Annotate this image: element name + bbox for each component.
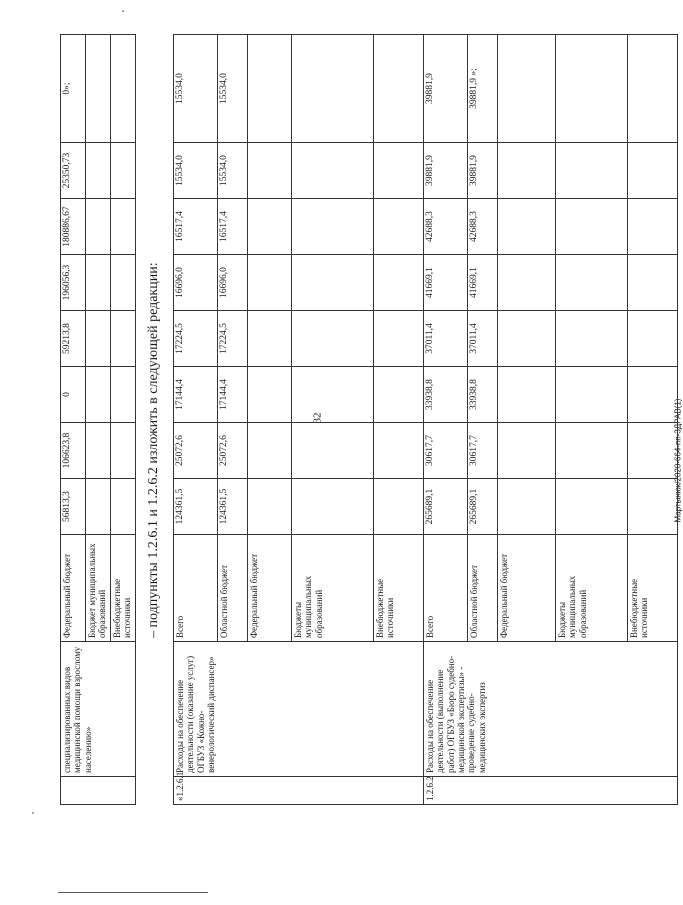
value-cell <box>248 311 292 367</box>
source-cell: Федеральный бюджет <box>498 535 556 642</box>
value-cell <box>86 143 111 199</box>
continuation-table <box>60 35 136 805</box>
value-cell <box>111 479 136 535</box>
value-cell: 180886,67 <box>61 199 86 255</box>
value-cell <box>111 311 136 367</box>
value-cell <box>628 423 678 479</box>
value-cell <box>248 255 292 311</box>
value-cell <box>248 367 292 423</box>
value-cell <box>86 479 111 535</box>
scan-edge-line <box>58 892 208 893</box>
value-cell <box>628 367 678 423</box>
value-cell <box>248 423 292 479</box>
value-cell <box>111 423 136 479</box>
value-cell: 0»; <box>61 35 86 143</box>
value-cell: 17144,4 <box>174 367 218 423</box>
source-cell: Областной бюджет <box>468 535 498 642</box>
value-cell: 25072,6 <box>174 423 218 479</box>
value-cell: 0 <box>61 367 86 423</box>
value-cell <box>498 479 556 535</box>
value-cell <box>292 423 374 479</box>
value-cell <box>556 423 628 479</box>
value-cell <box>111 255 136 311</box>
table-row <box>424 35 468 805</box>
value-cell <box>111 143 136 199</box>
item-number-cell: «1.2.6.1 <box>174 777 424 805</box>
value-cell <box>374 367 424 423</box>
item-description-cell: специализированных видов медицинской помощи взрослому населению» <box>61 642 136 777</box>
value-cell <box>628 311 678 367</box>
section-heading: – подпункты 1.2.6.1 и 1.2.6.2 изложить в следующей редакции: <box>146 262 161 638</box>
value-cell <box>292 143 374 199</box>
value-cell: 15534,0 <box>174 35 218 143</box>
value-cell <box>374 255 424 311</box>
value-cell <box>248 479 292 535</box>
value-cell: 30617,7 <box>424 423 468 479</box>
value-cell: 124361,5 <box>174 479 218 535</box>
value-cell <box>556 35 628 143</box>
value-cell <box>86 255 111 311</box>
source-cell: Внебюджетные источники <box>628 535 678 642</box>
value-cell <box>628 199 678 255</box>
value-cell <box>86 423 111 479</box>
document-footer-id: Мартынюк/2020-664-пп-3ДРАВ(1) <box>673 398 683 523</box>
expenses-table <box>173 35 678 805</box>
table-row <box>174 35 218 805</box>
value-cell: 37011,4 <box>468 311 498 367</box>
value-cell <box>498 255 556 311</box>
value-cell: 39881,9 »; <box>468 35 498 143</box>
item-number-cell <box>61 777 136 805</box>
value-cell <box>374 35 424 143</box>
value-cell: 42688,3 <box>468 199 498 255</box>
value-cell: 15534,0 <box>218 35 248 143</box>
value-cell <box>628 143 678 199</box>
value-cell: 39881,9 <box>424 35 468 143</box>
value-cell <box>498 311 556 367</box>
value-cell <box>248 143 292 199</box>
value-cell: 25072,6 <box>218 423 248 479</box>
value-cell <box>374 479 424 535</box>
value-cell <box>86 367 111 423</box>
value-cell: 265689,1 <box>424 479 468 535</box>
value-cell: 39881,9 <box>424 143 468 199</box>
value-cell <box>498 199 556 255</box>
value-cell: 30617,7 <box>468 423 498 479</box>
value-cell <box>248 35 292 143</box>
value-cell <box>111 35 136 143</box>
value-cell <box>556 479 628 535</box>
page-number: 32 <box>311 412 324 424</box>
value-cell <box>248 199 292 255</box>
value-cell: 16696,0 <box>174 255 218 311</box>
value-cell <box>111 367 136 423</box>
value-cell: 17224,5 <box>218 311 248 367</box>
value-cell: 42688,3 <box>424 199 468 255</box>
scan-speck <box>32 812 34 814</box>
value-cell <box>628 479 678 535</box>
scan-speck <box>122 10 124 12</box>
value-cell <box>556 143 628 199</box>
value-cell: 124361,5 <box>218 479 248 535</box>
value-cell <box>374 423 424 479</box>
item-number-cell: 1.2.6.2 <box>424 777 678 805</box>
source-cell: Бюджеты муниципальных образований <box>556 535 628 642</box>
value-cell <box>374 143 424 199</box>
item-description-cell: Расходы на обеспечение деятельности (выполнение работ) ОГБУЗ «Бюро судебно-медицинской экспертизы» - проведение судебно-медицинских экспертиз <box>424 642 678 777</box>
item-description-cell: Расходы на обеспечение деятельности (оказание услуг) ОГБУЗ «Кожно-венерологический диспансер» <box>174 642 424 777</box>
value-cell <box>628 255 678 311</box>
source-cell: Бюджеты муниципальных образований <box>292 535 374 642</box>
source-cell: Федеральный бюджет <box>248 535 292 642</box>
source-cell: Всего <box>424 535 468 642</box>
value-cell: 106623,8 <box>61 423 86 479</box>
value-cell <box>292 479 374 535</box>
value-cell: 33938,8 <box>424 367 468 423</box>
value-cell: 39881,9 <box>468 143 498 199</box>
value-cell <box>86 199 111 255</box>
value-cell: 25350,73 <box>61 143 86 199</box>
value-cell: 16517,4 <box>174 199 218 255</box>
value-cell: 41669,1 <box>424 255 468 311</box>
value-cell: 15534,0 <box>174 143 218 199</box>
value-cell <box>556 255 628 311</box>
value-cell <box>374 311 424 367</box>
value-cell: 17224,5 <box>174 311 218 367</box>
table-row <box>61 35 86 805</box>
value-cell <box>556 199 628 255</box>
value-cell <box>498 423 556 479</box>
value-cell <box>374 199 424 255</box>
value-cell <box>292 255 374 311</box>
source-cell: Бюджет муниципальных образований <box>86 535 111 642</box>
value-cell <box>556 367 628 423</box>
value-cell <box>498 143 556 199</box>
value-cell: 16696,0 <box>218 255 248 311</box>
value-cell: 59213,8 <box>61 311 86 367</box>
value-cell <box>292 35 374 143</box>
value-cell: 16517,4 <box>218 199 248 255</box>
value-cell <box>498 367 556 423</box>
source-cell: Федеральный бюджет <box>61 535 86 642</box>
value-cell: 196056,3 <box>61 255 86 311</box>
value-cell <box>292 199 374 255</box>
value-cell <box>628 35 678 143</box>
value-cell: 17144,4 <box>218 367 248 423</box>
value-cell: 265689,1 <box>468 479 498 535</box>
source-cell: Областной бюджет <box>218 535 248 642</box>
value-cell <box>498 35 556 143</box>
value-cell: 37011,4 <box>424 311 468 367</box>
value-cell: 33938,8 <box>468 367 498 423</box>
value-cell <box>292 311 374 367</box>
value-cell: 56813,3 <box>61 479 86 535</box>
source-cell: Внебюджетные источники <box>374 535 424 642</box>
value-cell <box>86 35 111 143</box>
source-cell: Внебюджетные источники <box>111 535 136 642</box>
value-cell: 15534,0 <box>218 143 248 199</box>
value-cell: 41669,1 <box>468 255 498 311</box>
value-cell <box>556 311 628 367</box>
value-cell <box>111 199 136 255</box>
value-cell <box>292 367 374 423</box>
source-cell: Всего <box>174 535 218 642</box>
value-cell <box>86 311 111 367</box>
